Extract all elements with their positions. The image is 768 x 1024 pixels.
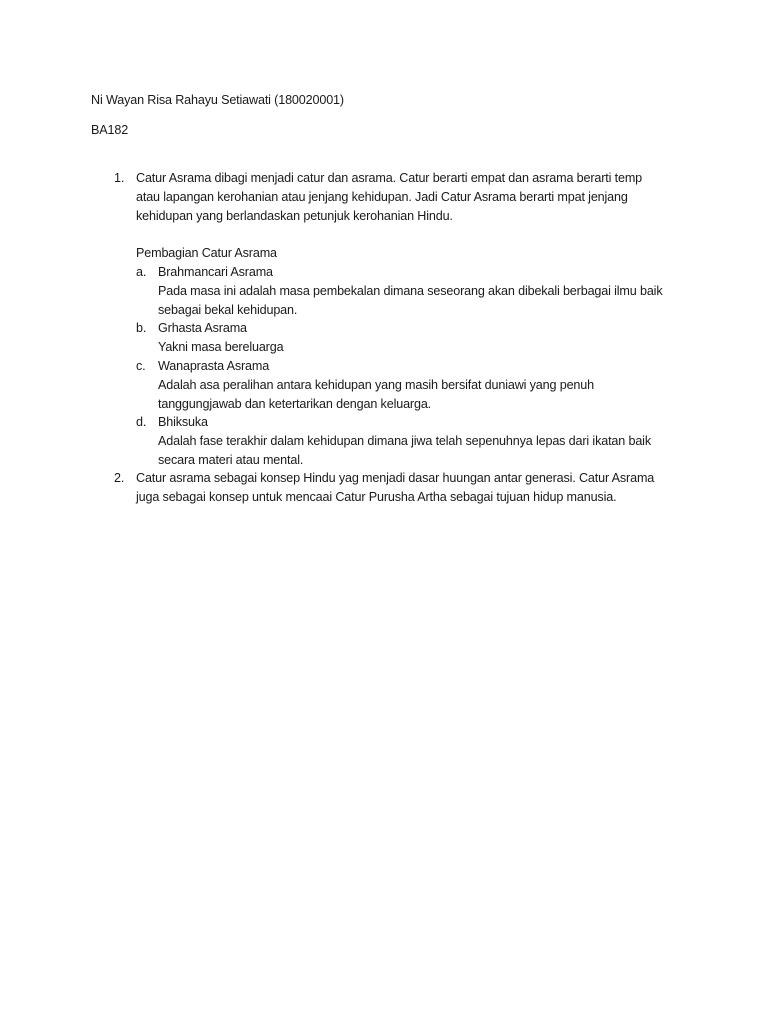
subitem-a-title: Brahmancari Asrama xyxy=(158,265,273,279)
subitem-b xyxy=(158,319,283,357)
sublist-letter-b: b. xyxy=(136,321,147,335)
subheading-pembagian: Pembagian Catur Asrama xyxy=(136,246,277,260)
subitem-c xyxy=(158,357,594,413)
sublist-letter-c: c. xyxy=(136,359,146,373)
item-1-paragraph xyxy=(136,169,642,225)
sublist-letter-a: a. xyxy=(136,265,147,279)
subitem-d-line-1: Adalah fase terakhir dalam kehidupan dimana jiwa telah sepenuhnya lepas dari ikatan baik xyxy=(158,433,651,448)
list-number-1: 1. xyxy=(114,171,125,185)
class-code: BA182 xyxy=(91,123,129,137)
subitem-c-line-2: tanggungjawab dan ketertarikan dengan keluarga. xyxy=(158,396,432,411)
item-1-line-2: atau lapangan kerohanian atau jenjang kehidupan. Jadi Catur Asrama berarti mpat jenjang xyxy=(136,189,628,204)
item-2-line-1: Catur asrama sebagai konsep Hindu yag menjadi dasar huungan antar generasi. Catur Asrama xyxy=(136,471,655,485)
subitem-c-title: Wanaprasta Asrama xyxy=(158,359,270,373)
subitem-a-line-2: sebagai bekal kehidupan. xyxy=(158,302,298,317)
subitem-c-line-1: Adalah asa peralihan antara kehidupan yang masih bersifat duniawi yang penuh xyxy=(158,377,594,392)
subitem-d-title: Bhiksuka xyxy=(158,415,208,429)
subitem-a-line-1: Pada masa ini adalah masa pembekalan dimana seseorang akan dibekali berbagai ilmu baik xyxy=(158,283,663,298)
list-number-2: 2. xyxy=(114,471,125,485)
item-1-line-3: kehidupan yang berlandaskan petunjuk kerohanian Hindu. xyxy=(136,208,453,223)
subitem-a xyxy=(158,263,662,319)
author-name-line: Ni Wayan Risa Rahayu Setiawati (180020001) xyxy=(91,93,344,107)
item-2-paragraph xyxy=(136,469,654,507)
subitem-d xyxy=(158,413,651,469)
sublist-letter-d: d. xyxy=(136,415,147,429)
subitem-b-title: Grhasta Asrama xyxy=(158,321,247,335)
item-2-line-2: juga sebagai konsep untuk mencaai Catur Purusha Artha sebagai tujuan hidup manusia. xyxy=(136,489,617,504)
subitem-b-line-1: Yakni masa bereluarga xyxy=(158,339,284,354)
subitem-d-line-2: secara materi atau mental. xyxy=(158,452,304,467)
item-1-line-1: Catur Asrama dibagi menjadi catur dan asrama. Catur berarti empat dan asrama berarti temp xyxy=(136,171,643,185)
